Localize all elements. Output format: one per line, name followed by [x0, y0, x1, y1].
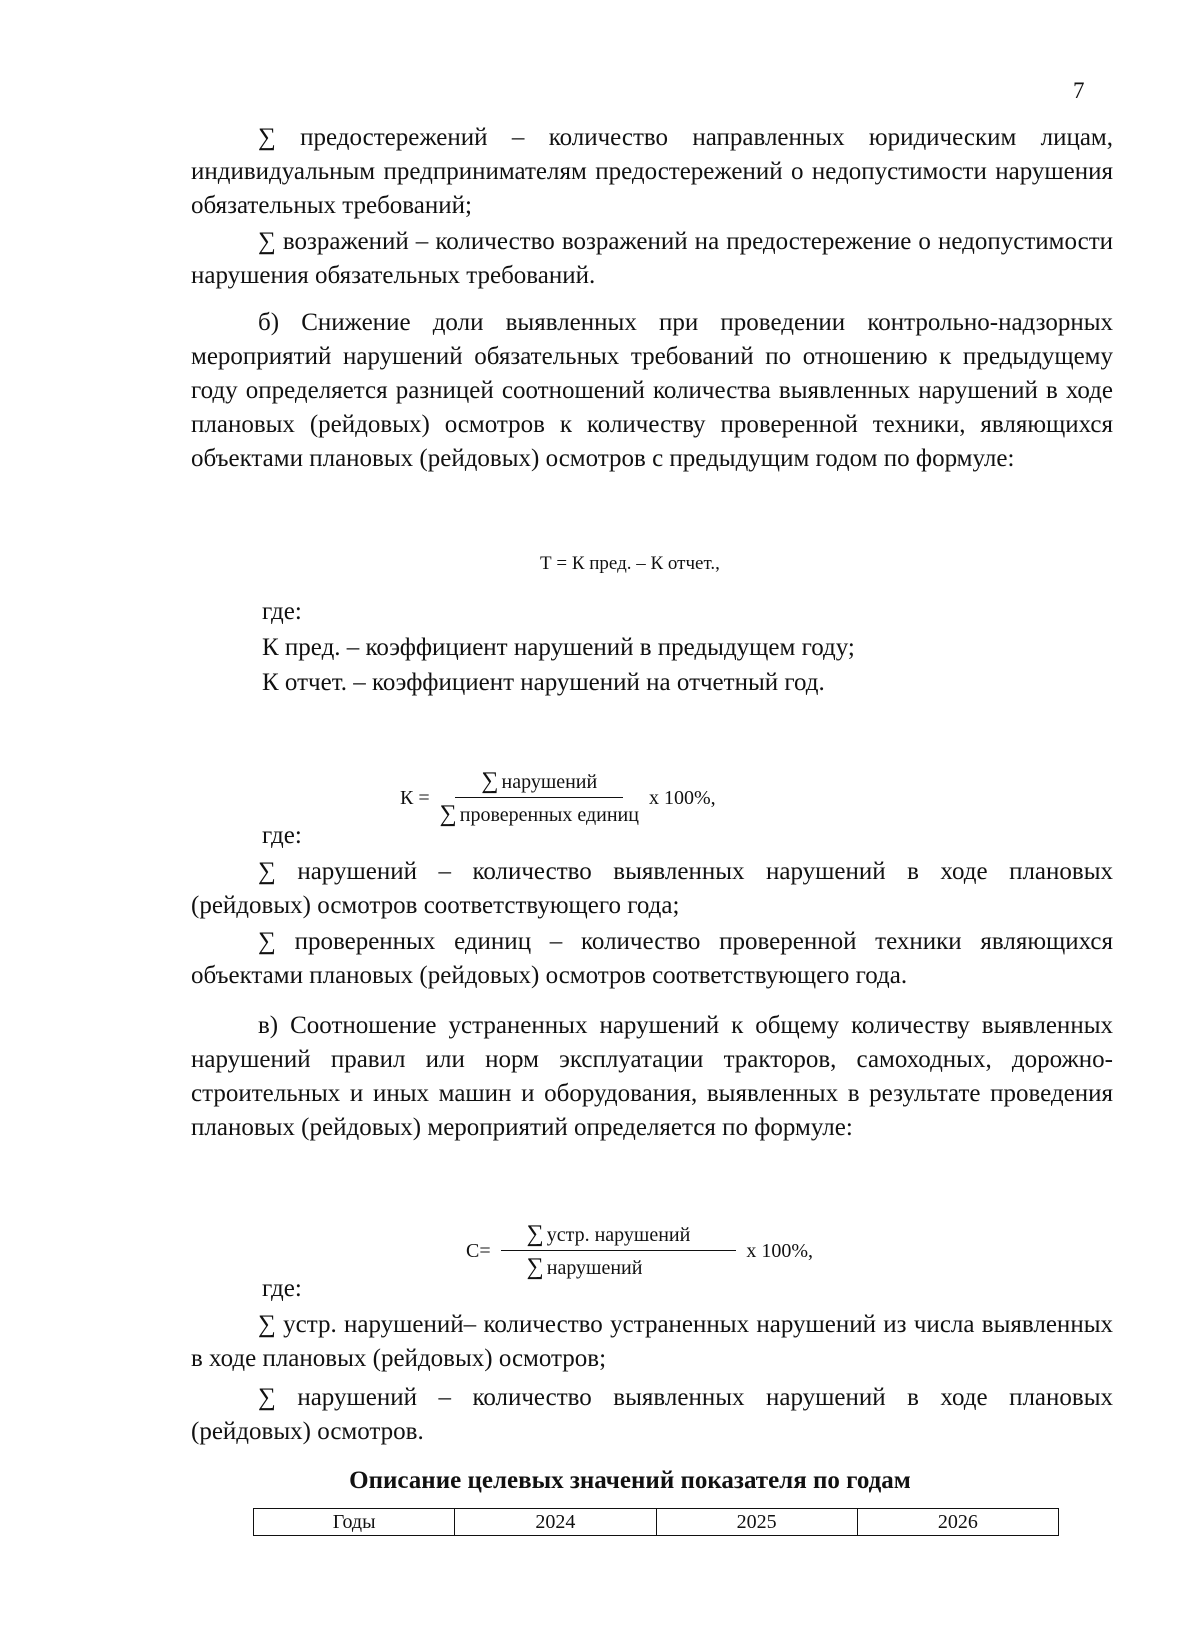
violations-definition: [191, 855, 1113, 923]
sigma-symbol: ∑: [258, 228, 276, 255]
table-cell-years: Годы: [254, 1509, 455, 1536]
sigma-symbol: ∑: [258, 858, 276, 885]
paragraph-warnings-definition: [191, 121, 1113, 223]
sigma-symbol: ∑: [526, 1221, 544, 1247]
definition-warnings: – количество направленных юридическим лицам, индивидуальным предпринимателям предостережений о недопустимости нарушения обязательных требований;: [191, 124, 1114, 219]
sigma-symbol: ∑: [439, 801, 457, 827]
term-fixed-violations: устр. нарушений: [283, 1311, 464, 1338]
k-report-definition: К отчет. – коэффициент нарушений на отчетный год.: [262, 669, 825, 696]
formula-c-denominator: ∑ нарушений: [526, 1254, 643, 1280]
sigma-symbol: ∑: [258, 124, 276, 151]
where-label: где:: [262, 822, 302, 849]
definition-objections: – количество возражений на предостережение о недопустимости нарушения обязательных требований.: [191, 228, 1114, 289]
formula-c-fraction: [501, 1221, 737, 1281]
formula-k-fraction: [440, 768, 639, 828]
paragraph-objections-definition: [191, 225, 1113, 293]
checked-units-definition: [191, 925, 1113, 993]
target-values-table: [253, 1508, 1059, 1536]
paragraph-b-reduction: б) Снижение доли выявленных при проведении контрольно-надзорных мероприятий нарушений обязательных требований по отношению к предыдущему году определяется разницей соотношений количества выявленных нарушений в ходе плановых (рейдовых) осмотров к количеству проверенной техники, являющихся объектами плановых (рейдовых) осмотров с предыдущим годом по формуле:: [191, 309, 1113, 472]
section-heading: Описание целевых значений показателя по годам: [349, 1467, 911, 1494]
definition-violations: – количество выявленных нарушений в ходе плановых (рейдовых) осмотров соответствующего года;: [191, 858, 1113, 919]
k-prev-definition: К пред. – коэффициент нарушений в предыдущем году;: [262, 634, 855, 661]
table-cell-2026: 2026: [857, 1509, 1058, 1536]
sigma-symbol: ∑: [526, 1254, 544, 1280]
formula-c-multiplier: x 100%,: [746, 1239, 813, 1262]
sigma-symbol: ∑: [481, 768, 499, 794]
definition-fixed-violations: – количество устраненных нарушений из числа выявленных в ходе плановых (рейдовых) осмотров;: [191, 1311, 1113, 1372]
formula-c: [466, 1221, 813, 1281]
formula-t: Т = К пред. – К отчет.,: [540, 553, 720, 574]
where-label: где:: [262, 598, 302, 625]
violations-definition-2: [191, 1381, 1113, 1449]
term-violations: нарушений: [297, 858, 417, 885]
table-row: [254, 1509, 1059, 1536]
definition-violations-2: – количество выявленных нарушений в ходе плановых (рейдовых) осмотров.: [191, 1384, 1113, 1445]
paragraph-v-ratio: в) Соотношение устраненных нарушений к общему количеству выявленных нарушений правил или норм эксплуатации тракторов, самоходных, дорожно-строительных и иных машин и оборудования, выявленных в результате проведения плановых (рейдовых) мероприятий определяется по формуле:: [191, 1012, 1113, 1141]
table-cell-2024: 2024: [455, 1509, 656, 1536]
definition-checked-units: – количество проверенной техники являющихся объектами плановых (рейдовых) осмотров соответствующего года.: [191, 928, 1114, 989]
fixed-violations-definition: [191, 1308, 1113, 1376]
sigma-symbol: ∑: [258, 1311, 276, 1338]
formula-c-numerator: ∑ устр. нарушений: [501, 1221, 737, 1251]
formula-k-multiplier: x 100%,: [648, 786, 716, 809]
formula-k: [400, 768, 716, 828]
page-number: 7: [1073, 78, 1085, 103]
term-objections: возражений: [282, 228, 409, 255]
formula-k-denominator: ∑ проверенных единиц: [439, 801, 639, 827]
table-cell-2025: 2025: [656, 1509, 857, 1536]
sigma-symbol: ∑: [258, 1384, 276, 1411]
sigma-symbol: ∑: [258, 928, 276, 955]
term-checked-units: проверенных единиц: [294, 928, 532, 955]
formula-k-lhs: К =: [400, 786, 430, 809]
where-label: где:: [262, 1275, 302, 1302]
term-violations-2: нарушений: [297, 1384, 417, 1411]
formula-c-lhs: С=: [466, 1239, 491, 1262]
formula-k-numerator: ∑ нарушений: [455, 768, 623, 798]
term-warnings: предостережений: [300, 124, 488, 151]
